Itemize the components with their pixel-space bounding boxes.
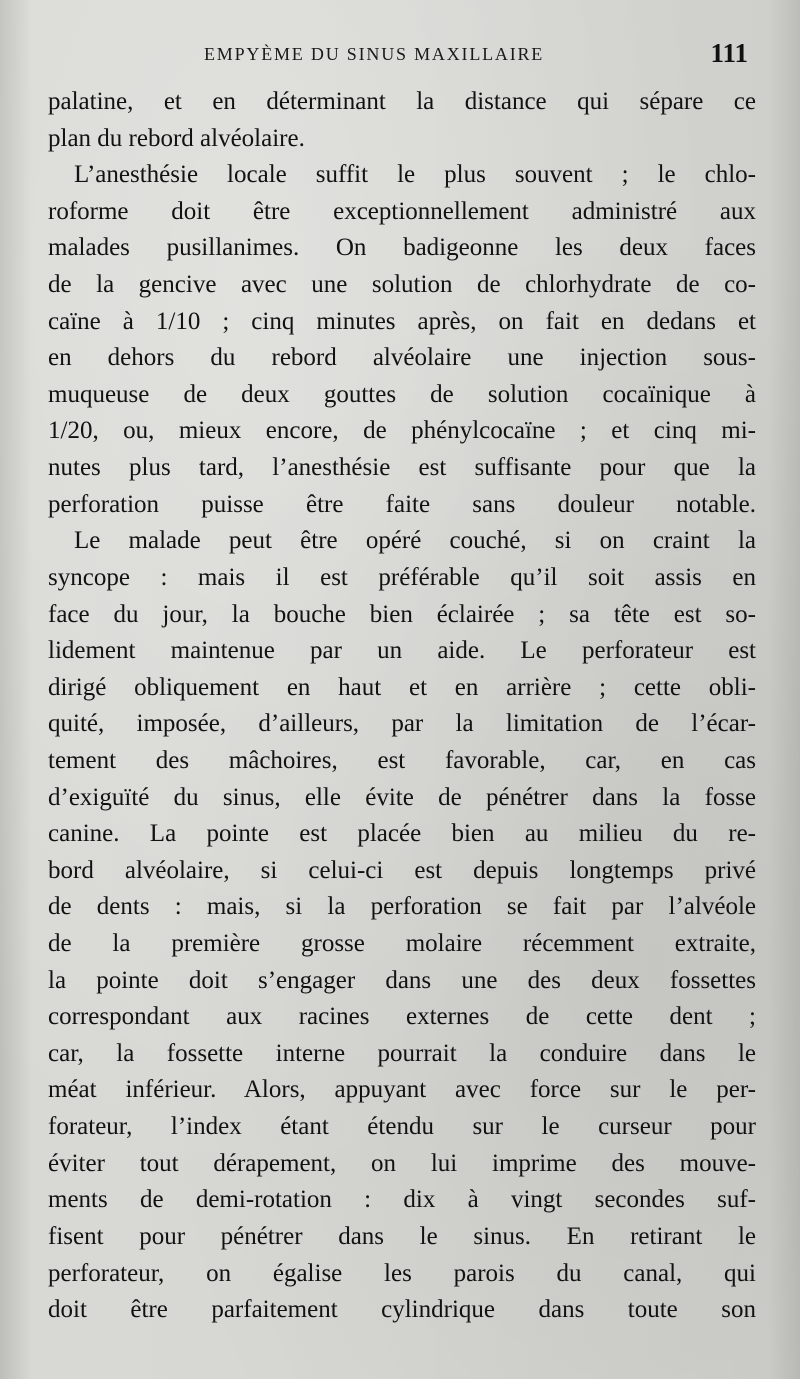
text-line: ments de demi-rotation : dix à vingt secondes suf- (48, 1186, 756, 1214)
text-line: tement des mâchoires, est favorable, car, en cas (48, 746, 756, 774)
text-line: méat inférieur. Alors, appuyant avec force sur le per- (48, 1076, 756, 1104)
paragraph-start-line: L’anesthésie locale suffit le plus souvent ; le chlo- (74, 161, 756, 189)
text-line: face du jour, la bouche bien éclairée ; sa tête est so- (48, 600, 756, 628)
page-header (48, 38, 754, 72)
body-text (48, 84, 756, 1329)
text-line: bord alvéolaire, si celui-ci est depuis longtemps privé (48, 856, 756, 884)
text-line: de dents : mais, si la perforation se fait par l’alvéole (48, 893, 756, 921)
paragraph-start-line: Le malade peut être opéré couché, si on craint la (74, 527, 756, 555)
text-line: palatine, et en déterminant la distance qui sépare ce (48, 88, 756, 115)
text-line: plan du rebord alvéolaire. (48, 124, 305, 152)
text-line: d’exiguïté du sinus, elle évite de pénétrer dans la fosse (48, 783, 756, 811)
text-line: perforation puisse être faite sans douleur notable. (48, 490, 756, 518)
text-line: nutes plus tard, l’anesthésie est suffisante pour que la (48, 454, 756, 482)
text-line: éviter tout dérapement, on lui imprime des mouve- (48, 1149, 756, 1177)
text-line: 1/20, ou, mieux encore, de phénylcocaïne ; et cinq mi- (48, 417, 756, 445)
text-line: quité, imposée, d’ailleurs, par la limitation de l’écar- (48, 710, 756, 738)
text-line: lidement maintenue par un aide. Le perforateur est (48, 637, 756, 665)
text-line: doit être parfaitement cylindrique dans toute son (48, 1296, 756, 1324)
text-line: de la gencive avec une solution de chlorhydrate de co- (48, 271, 756, 299)
running-head: EMPYÈME DU SINUS MAXILLAIRE (204, 44, 545, 64)
text-line: syncope : mais il est préférable qu’il soit assis en (48, 563, 756, 591)
text-line: perforateur, on égalise les parois du canal, qui (48, 1259, 756, 1287)
text-line: correspondant aux racines externes de cette dent ; (48, 1003, 756, 1031)
text-line: malades pusillanimes. On badigeonne les deux faces (48, 234, 756, 262)
text-line: fisent pour pénétrer dans le sinus. En retirant le (48, 1222, 756, 1250)
text-line: de la première grosse molaire récemment extraite, (48, 930, 756, 958)
text-line: car, la fossette interne pourrait la conduire dans le (48, 1039, 756, 1067)
text-line: en dehors du rebord alvéolaire une injection sous- (48, 344, 756, 372)
text-line: caïne à 1/10 ; cinq minutes après, on fait en dedans et (48, 307, 756, 335)
text-line: roforme doit être exceptionnellement administré aux (48, 197, 756, 225)
text-line: la pointe doit s’engager dans une des deux fossettes (48, 966, 756, 994)
page-number: 111 (710, 38, 748, 68)
text-line: muqueuse de deux gouttes de solution cocaïnique à (48, 380, 756, 408)
text-line: forateur, l’index étant étendu sur le curseur pour (48, 1113, 756, 1141)
text-line: canine. La pointe est placée bien au milieu du re- (48, 820, 756, 848)
text-line: dirigé obliquement en haut et en arrière ; cette obli- (48, 673, 756, 701)
